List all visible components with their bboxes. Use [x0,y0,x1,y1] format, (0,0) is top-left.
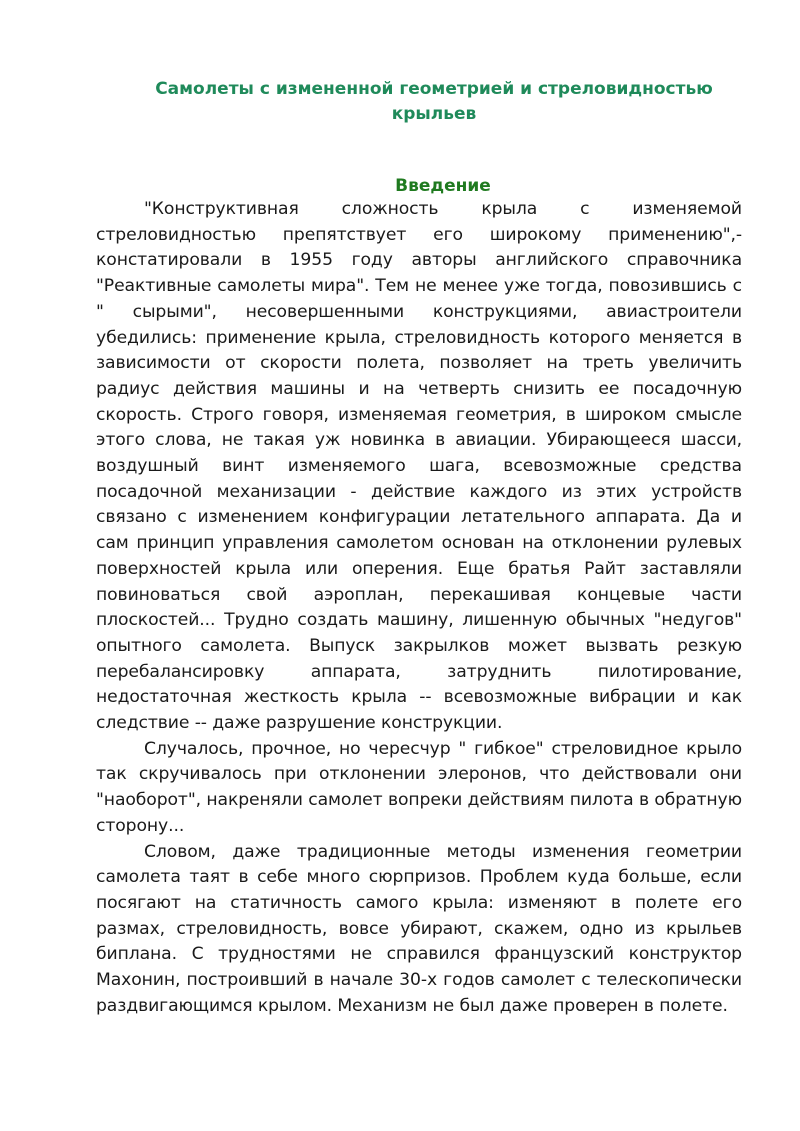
paragraph-2: Случалось, прочное, но чересчур " гибкое" стреловидное крыло так скручивалось при отклонении элеронов, что действовали они "наоборот", накреняли самолет вопреки действиям пилота в обратную сторону... [96,738,742,836]
section-heading-introduction: Введение [395,176,491,196]
paragraph-3: Словом, даже традиционные методы изменения геометрии самолета таят в себе много сюрпризов. Проблем куда больше, если посягают на статичность самого крыла: изменяют в полете его размах, стреловидность, вовсе убирают, скажем, одно из крыльев биплана. С трудностями не справился французский конструктор Махонин, построивший в начале 30-х годов самолет с телескопически раздвигающимся крылом. Механизм не был даже проверен в полете. [96,841,742,1016]
paragraph-1: "Конструктивная сложность крыла с изменяемой стреловидностью препятствует его широкому применению",- констатировали в 1955 году авторы английского справочника "Реактивные самолеты мира". Тем не менее уже тогда, повозившись с " сырыми", несовершенными конструкциями, авиастроители убедились: применение крыла, стреловидность которого меняется в зависимости от скорости полета, позволяет на треть увеличить радиус действия машины и на четверть снизить ее посадочную скорость. Строго говоря, изменяемая геометрия, в широком смысле этого слова, не такая уж новинка в авиации. Убирающееся шасси, воздушный винт изменяемого шага, всевозможные средства посадочной механизации - действие каждого из этих устройств связано с изменением конфигурации летательного аппарата. Да и сам принцип управления самолетом основан на отклонении рулевых поверхностей крыла или оперения. Еще братья Райт заставляли повиноваться свой аэроплан, перекашивая концевые части плоскостей... Трудно создать машину, лишенную обычных "недугов" опытного самолета. Выпуск закрылков может вызвать резкую перебалансировку аппарата, затруднить пилотирование, недостаточная жесткость крыла -- всевозможные вибрации и как следствие -- даже разрушение конструкции. [96,199,742,734]
document-title: Самолеты с измененной геометрией и стреловидностью крыльев [155,79,713,124]
document-page [96,0,742,1020]
